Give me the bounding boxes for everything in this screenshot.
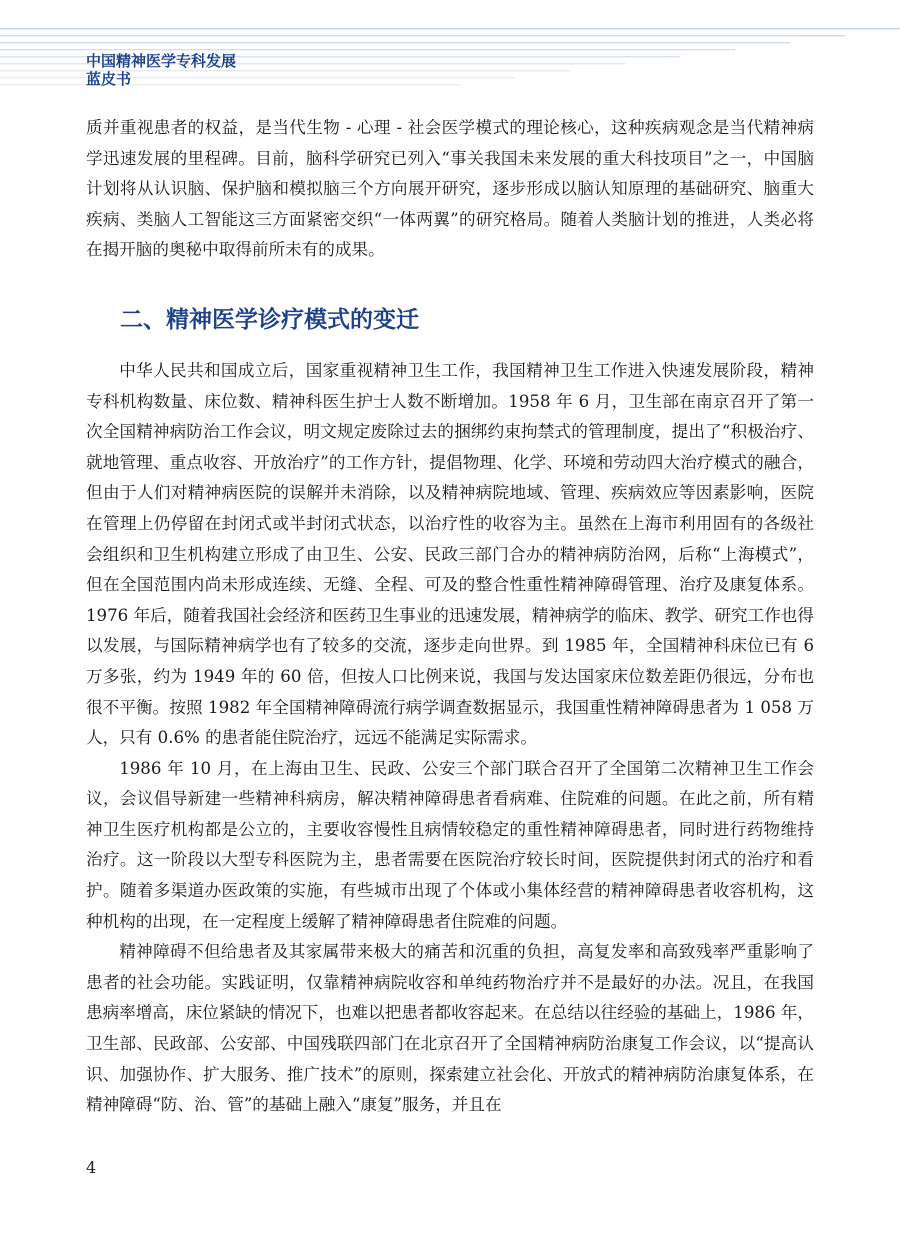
page-number: 4 <box>86 1158 97 1177</box>
section-title: 二、精神医学诊疗模式的变迁 <box>120 306 419 333</box>
header-title-line-2: 蓝皮书 <box>86 70 132 88</box>
intro-paragraph: 质并重视患者的权益，是当代生物 - 心理 - 社会医学模式的理论核心，这种疾病观念是当代精神病学迅速发展的里程碑。目前，脑科学研究已列入“事关我国未来发展的重大科技项目”之一，中国脑计划将从认识脑、保护脑和模拟脑三个方向展开研究，逐步形成以脑认知原理的基础研究、脑重大疾病、类脑人工智能这三方面紧密交织“一体两翼”的研究格局。随着人类脑计划的推进，人类必将在揭开脑的奥秘中取得前所未有的成果。 <box>86 118 814 260</box>
body-paragraph-3: 精神障碍不但给患者及其家属带来极大的痛苦和沉重的负担，高复发率和高致残率严重影响了患者的社会功能。实践证明，仅靠精神病院收容和单纯药物治疗并不是最好的办法。况且，在我国患病率增高，床位紧缺的情况下，也难以把患者都收容起来。在总结以往经验的基础上，1986 年，卫生部、民政部、公安部、中国残联四部门在北京召开了全国精神病防治康复工作会议，以“提高认识、加强协作、扩大服务、推广技术”的原则，探索建立社会化、开放式的精神病防治康复体系，在精神障碍“防、治、管”的基础上融入“康复”服务，并且在 <box>86 942 814 1115</box>
page-content <box>86 113 814 1121</box>
page-header <box>0 0 900 100</box>
header-stripe <box>0 35 845 36</box>
body-paragraph-1: 中华人民共和国成立后，国家重视精神卫生工作，我国精神卫生工作进入快速发展阶段，精神专科机构数量、床位数、精神科医生护士人数不断增加。1958 年 6 月，卫生部在南京召开了第一次全国精神病防治工作会议，明文规定废除过去的捆绑约束拘禁式的管理制度，提出了“积极治疗、就地管理、重点收容、开放治疗”的工作方针，提倡物理、化学、环境和劳动四大治疗模式的融合，但由于人们对精神病医院的误解并未消除，以及精神病院地域、管理、疾病效应等因素影响，医院在管理上仍停留在封闭式或半封闭式状态，以治疗性的收容为主。虽然在上海市利用固有的各级社会组织和卫生机构建立形成了由卫生、公安、民政三部门合办的精神病防治网，后称“上海模式”，但在全国范围内尚未形成连续、无缝、全程、可及的整合性重性精神障碍管理、治疗及康复体系。1976 年后，随着我国社会经济和医药卫生事业的迅速发展，精神病学的临床、教学、研究工作也得以发展，与国际精神病学也有了较多的交流，逐步走向世界。到 1985 年，全国精神科床位已有 6 万多张，约为 1949 年的 60 倍，但按人口比例来说，我国与发达国家床位数差距仍很远，分布也很不平衡。按照 1982 年全国精神障碍流行病学调查数据显示，我国重性精神障碍患者为 1 058 万人，只有 0.6% 的患者能住院治疗，远远不能满足实际需求。 <box>86 360 814 748</box>
header-stripe <box>0 42 790 43</box>
header-title-line-1: 中国精神医学专科发展 <box>86 52 237 70</box>
body-paragraph-2: 1986 年 10 月，在上海由卫生、民政、公安三个部门联合召开了全国第二次精神卫生工作会议，会议倡导新建一些精神科病房，解决精神障碍患者看病难、住院难的问题。在此之前，所有精神卫生医疗机构都是公立的，主要收容慢性且病情较稳定的重性精神障碍患者，同时进行药物维持治疗。这一阶段以大型专科医院为主，患者需要在医院治疗较长时间，医院提供封闭式的治疗和看护。随着多渠道办医政策的实施，有些城市出现了个体或小集体经营的精神障碍患者收容机构，这种机构的出现，在一定程度上缓解了精神障碍患者住院难的问题。 <box>86 758 814 931</box>
header-stripe <box>0 49 735 50</box>
header-book-title <box>86 52 236 88</box>
header-stripe <box>0 28 900 29</box>
